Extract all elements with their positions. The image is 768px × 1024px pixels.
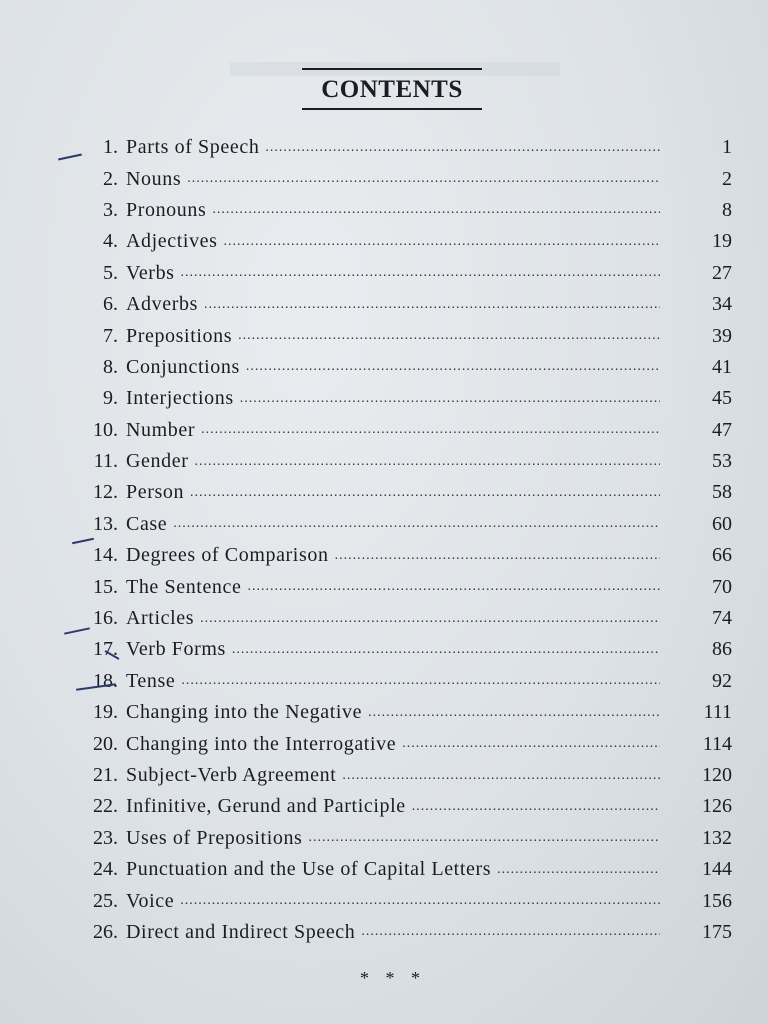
entry-title: Tense	[126, 669, 176, 692]
entry-page: 114	[702, 732, 732, 755]
toc-entry[interactable]	[60, 854, 736, 885]
entry-title: Parts of Speech	[126, 136, 260, 159]
entry-page: 66	[712, 544, 732, 567]
toc-entry[interactable]	[60, 195, 736, 226]
toc-entry[interactable]	[60, 571, 736, 602]
entry-number: 10.	[93, 418, 118, 441]
entry-page: 156	[702, 889, 732, 912]
entry-number: 15.	[93, 575, 118, 598]
toc-entry[interactable]	[60, 258, 736, 289]
toc-entry[interactable]	[60, 760, 736, 791]
dot-leader	[173, 516, 660, 532]
dot-leader	[201, 422, 660, 438]
dot-leader	[204, 297, 660, 313]
toc-entry[interactable]	[60, 352, 736, 383]
toc-entry[interactable]	[60, 728, 736, 759]
dot-leader	[402, 736, 660, 752]
entry-title: Interjections	[126, 387, 234, 410]
entry-number: 17.	[93, 638, 118, 661]
entry-title: Gender	[126, 450, 189, 473]
entry-page: 58	[712, 481, 732, 504]
entry-number: 9.	[103, 387, 118, 410]
dot-leader	[265, 140, 660, 156]
entry-page: 74	[712, 607, 732, 630]
dot-leader	[335, 548, 660, 564]
entry-title: Adjectives	[126, 230, 218, 253]
entry-number: 1.	[103, 136, 118, 159]
entry-title: Direct and Indirect Speech	[126, 920, 356, 943]
dot-leader	[190, 485, 660, 501]
toc-entry[interactable]	[60, 634, 736, 665]
entry-page: 175	[702, 920, 732, 943]
entry-title: Verb Forms	[126, 638, 226, 661]
entry-page: 132	[702, 826, 732, 849]
entry-number: 3.	[103, 198, 118, 221]
entry-title: Pronouns	[126, 198, 207, 221]
entry-title: Changing into the Negative	[126, 701, 363, 724]
entry-title: Number	[126, 418, 196, 441]
entry-title: The Sentence	[126, 575, 242, 598]
dot-leader	[497, 862, 660, 878]
entry-page: 34	[712, 293, 732, 316]
entry-title: Degrees of Comparison	[126, 544, 329, 567]
entry-page: 27	[712, 261, 732, 284]
dot-leader	[246, 359, 660, 375]
entry-page: 1	[722, 136, 732, 159]
toc-entry[interactable]	[60, 477, 736, 508]
entry-number: 13.	[93, 512, 118, 535]
entry-number: 4.	[103, 230, 118, 253]
toc-entry[interactable]	[60, 697, 736, 728]
dot-leader	[212, 202, 660, 218]
toc-entry[interactable]	[60, 603, 736, 634]
toc-entry[interactable]	[60, 320, 736, 351]
entry-number: 12.	[93, 481, 118, 504]
dot-leader	[412, 799, 660, 815]
entry-page: 60	[712, 512, 732, 535]
entry-title: Adverbs	[126, 293, 198, 316]
entry-number: 24.	[93, 858, 118, 881]
toc-entry[interactable]	[60, 791, 736, 822]
entry-page: 86	[712, 638, 732, 661]
entry-number: 20.	[93, 732, 118, 755]
entry-title: Punctuation and the Use of Capital Letters	[126, 858, 492, 881]
entry-number: 2.	[103, 167, 118, 190]
toc-entry[interactable]	[60, 885, 736, 916]
toc-entry[interactable]	[60, 383, 736, 414]
dot-leader	[200, 611, 660, 627]
entry-page: 144	[702, 858, 732, 881]
entry-number: 21.	[93, 764, 118, 786]
entry-number: 25.	[93, 889, 118, 912]
entry-title: Voice	[126, 889, 175, 912]
entry-page: 47	[712, 418, 732, 441]
entry-title: Uses of Prepositions	[126, 826, 303, 849]
dot-leader	[361, 924, 660, 940]
entry-number: 16.	[93, 607, 118, 630]
entry-page: 120	[702, 764, 732, 786]
dot-leader	[232, 642, 660, 658]
entry-page: 39	[712, 324, 732, 347]
entry-number: 6.	[103, 293, 118, 316]
entry-number: 26.	[93, 920, 118, 943]
dot-leader	[240, 391, 660, 407]
entry-page: 70	[712, 575, 732, 598]
dot-leader	[342, 768, 660, 784]
entry-page: 19	[712, 230, 732, 253]
entry-title: Infinitive, Gerund and Participle	[126, 795, 406, 818]
entry-title: Conjunctions	[126, 355, 240, 378]
entry-page: 53	[712, 450, 732, 473]
dot-leader	[194, 454, 660, 470]
dot-leader	[238, 328, 660, 344]
toc-entry[interactable]	[60, 163, 736, 194]
entry-number: 11.	[93, 450, 118, 473]
dot-leader	[224, 234, 660, 250]
entry-page: 8	[722, 198, 732, 221]
end-ornament: * * *	[360, 968, 426, 988]
toc-entry[interactable]	[60, 289, 736, 320]
dot-leader	[187, 171, 660, 187]
entry-title: Case	[126, 512, 168, 535]
entry-title: Articles	[126, 607, 195, 630]
dot-leader	[180, 893, 660, 909]
toc-entry[interactable]	[60, 823, 736, 854]
toc-entry[interactable]	[60, 666, 736, 697]
dot-leader	[308, 830, 660, 846]
dot-leader	[368, 705, 660, 721]
entry-number: 22.	[93, 795, 118, 818]
toc-entry[interactable]	[60, 226, 736, 257]
dot-leader	[181, 265, 660, 281]
entry-number: 18.	[93, 669, 118, 692]
entry-title: Person	[126, 481, 185, 504]
entry-title: Verbs	[126, 261, 175, 284]
entry-number: 5.	[103, 261, 118, 284]
entry-page: 45	[712, 387, 732, 410]
entry-number: 23.	[93, 826, 118, 849]
page-title: CONTENTS	[302, 68, 482, 110]
toc-entry[interactable]	[60, 917, 736, 948]
entry-page: 111	[703, 701, 732, 724]
entry-page: 126	[702, 795, 732, 818]
dot-leader	[181, 673, 660, 689]
entry-title: Nouns	[126, 167, 182, 190]
entry-title: Subject-Verb Agreement	[126, 764, 337, 786]
toc-entry[interactable]	[60, 446, 736, 477]
entry-title: Prepositions	[126, 324, 233, 347]
toc-entry[interactable]	[60, 132, 736, 163]
dot-leader	[247, 579, 660, 595]
toc-entry[interactable]	[60, 415, 736, 446]
entry-number: 8.	[103, 355, 118, 378]
entry-title: Changing into the Interrogative	[126, 732, 397, 755]
toc-entry[interactable]	[60, 540, 736, 571]
entry-number: 7.	[103, 324, 118, 347]
entry-number: 14.	[93, 544, 118, 567]
entry-number: 19.	[93, 701, 118, 724]
entry-page: 2	[722, 167, 732, 190]
table-of-contents	[60, 132, 736, 948]
toc-entry[interactable]	[60, 509, 736, 540]
entry-page: 41	[712, 355, 732, 378]
entry-page: 92	[712, 669, 732, 692]
